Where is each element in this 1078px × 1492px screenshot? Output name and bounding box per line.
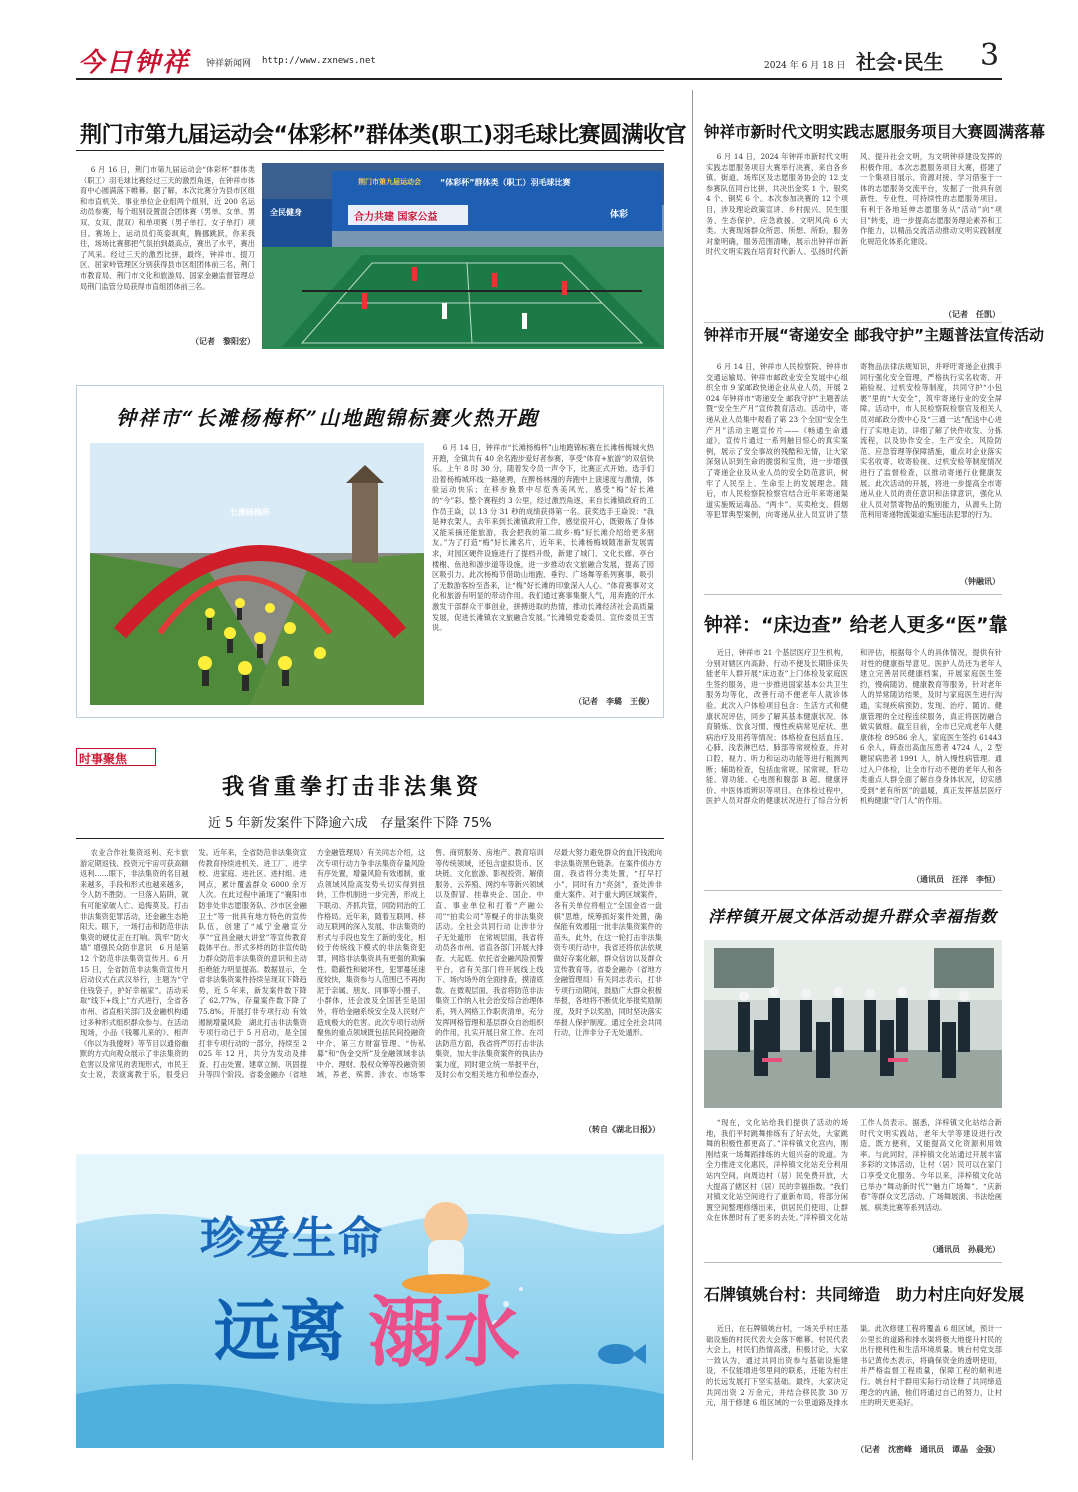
column-divider	[692, 90, 693, 1460]
a5-byline: （通讯员 汪洋 李恒）	[912, 874, 1000, 884]
masthead-logo: 今日钟祥	[78, 48, 191, 78]
banner-left: 全民健身	[270, 207, 302, 217]
dance-illustration	[704, 940, 1002, 1108]
divider	[704, 594, 1002, 595]
masthead-date: 2024 年 6 月 18 日	[764, 61, 846, 71]
divider	[704, 322, 1002, 323]
a8-byline: （记者 沈密峰 通讯员 谭晶 金强）	[856, 1444, 1000, 1454]
badminton-court-illustration	[262, 163, 664, 349]
divider	[704, 890, 1002, 891]
a2-body: 6 月 14 日，2024 年钟祥市新时代文明实践志愿服务项目大赛举行决赛，来自各乡镇、街道、场库区及志愿服务协会的 12 支参赛队伍同台比拼，共决出金奖 1 个、银奖 4 个、铜奖 6 个。本次参加决赛的 12 个项目，涉及理论政策宣讲、乡村振兴、民生服务、生态保护、应急救援、文明风尚 6 大类。大赛现场群众所思、所想、所盼，服务对象明确，服务范围清晰，展示出钟祥市新时代文明实践在培育时代新人、弘扬时代新风、提升社会文明，为文明钟祥建设发挥的积极作用。本次志愿服务项目大赛，搭建了一个集项目展示、资源对接、学习借鉴于一体的志愿服务交流平台，发掘了一批具有创新性、专业性、可持续性的志愿服务项目。有利于各地延伸志愿服务从“活动”向“项目”转变，进一步提高志愿服务理论素养和工作能力，以精品交流活动推动文明实践制度化规范化体系化建设。	[706, 152, 1002, 257]
a3-body: 6 月 14 日，钟祥市人民检察院、钟祥市交通运输局、钟祥市邮政业安全发展中心组织全市 9 家邮政快递企业从业人员，开展 2024 年钟祥市“寄递安全 邮我守护”主题普法暨“安全生产月”宣传教育活动。活动中，寄递从业人员集中观看了第 23 个全国“安全生产月”活动主题宣传片——《畅通生命通道》，宣传片通过一系列触目惊心的真实案例，展示了安全事故的残酷和无情，让大家深刻认识到生命的脆弱和宝贵，进一步增强了寄递企业及从业人员的安全防范意识，树牢了人民至上、生命至上的发展理念。随后，市人民检察院检察官结合近年来寄递渠道实施贩运毒品、“两卡”、买卖枪支、假烟等犯罪典型案例，向寄递从业人员宣讲了禁寄物品法律法规知识，并呼吁寄递企业携手同行强化安全管理，严格执行实名收寄、开箱验视、过机安检等制度，共同守护“小包裹”里的“大安全”，筑牢寄递行业的安全屏障。活动中，市人民检察院检察官及相关人员对邮政分拨中心及“三通一达”配送中心进行了实地走访，详细了解了快件收发、分拣流程，以及协作安全、生产安全、风险防范、应急管理等保障措施，重点对企业落实实名收寄、收寄验视、过机安检等制度情况进行了监督检查，以推动寄递行业健康发展。此次活动的开展，将进一步提高全市寄递从业人员的责任意识和法律意识，强化从业人员对禁寄物品的甄别能力，从源头上防范利用寄递物流渠道实施违法犯罪的行为。	[706, 362, 1002, 520]
banner-motto: 合力共建 国家公益	[354, 212, 438, 223]
divider	[76, 150, 664, 151]
masthead-site: 钟祥新闻网	[206, 59, 252, 69]
race-arch-text: 长滩杨梅杯	[230, 507, 270, 517]
masthead-url: http://www.zxnews.net	[262, 56, 376, 66]
masthead-rule	[76, 78, 1002, 80]
banner-text-mid: “体彩杯”群体类（职工）羽毛球比赛	[440, 178, 571, 187]
race-photo	[90, 443, 424, 705]
a1-title: 荆门市第九届运动会“体彩杯”群体类(职工)羽毛球比赛圆满收官	[80, 123, 687, 148]
divider	[704, 1262, 1002, 1263]
a3-title: 钟祥市开展“寄递安全 邮我守护”主题普法宣传活动	[704, 326, 1044, 344]
kicker-label: 时事聚焦	[79, 752, 128, 766]
drowning-psa	[76, 1154, 664, 1448]
a6-subtitle: 近 5 年新发案件下降逾六成 存量案件下降 75%	[208, 816, 492, 831]
page-number: 3	[980, 38, 1000, 73]
a1-byline: （记者 黎阳宏）	[191, 336, 255, 346]
dance-photo	[704, 940, 1002, 1108]
kicker-box	[76, 748, 156, 766]
divider	[76, 838, 664, 839]
a4-title: 钟祥市“长滩杨梅杯”山地跑锦标赛火热开跑	[116, 406, 540, 430]
psa-line2a: 远离	[214, 1293, 346, 1370]
badminton-photo	[262, 163, 664, 349]
a4-body: 6 月 14 日，钟祥市“长滩杨梅杯”山地跑锦标赛在长滩杨梅城火热开跑，全镇共有 40 余名跑步爱好者参赛，享受“体育+旅游”的双倍快乐。上午 8 时 30 分，随着发令员一声令下，比赛正式开始。选手们沿着杨梅城环线一路驰骋，在醉杨林漫的奔跑中上演速度与激情，体验运动快乐；在移步换景中尽览秀美风光，感受“梅”好长滩的“今”彩。整个赛程约 3 公里，经过激烈角逐，来自长滩镇政府的工作员王焱，以 13 分 31 秒的成绩获得第一名。获奖选手王焱说：“我是神农架人，去年来到长滩镇政府工作，感觉很开心，既锻炼了身体又能采摘还能旅游，我会把我的第二故乡·梅”好长滩介绍给更多朋友。”为了打造“梅”好长滩名片，近年来，长滩杨梅城随准新发展需求，对园区硬件设施进行了提档升级，新建了城门、文化长廊、亭台楼榭、鱼池和游步道等设施，进一步推动农文旅融合发展，提高了园区吸引力。此次杨梅节借助山地跑、垂钓、广场舞等系列赛事，吸引了无数游客纷至沓来，让“梅”好长滩的印象深入人心。“体育赛事对文化和旅游有明显的带动作用。我们通过赛事集聚人气，用奔跑的汗水激发干部群众干事创业，拼搏进取的热情，推动长滩经济社会高质量发展，促进长滩镇农文旅融合发展。”长滩镇党委委员、宣传委员王雪说。	[432, 443, 654, 633]
a6-byline: （转自《湖北日报》）	[584, 1124, 660, 1134]
a8-body: 近日，在石牌镇姚台村，一场关乎村庄基础设施的村民代表大会落下帷幕。村民代表大会上，村民们热情高涨，积极讨论，大家一致认为，通过共同出资参与基础设施建设，不仅能增进邻里间的联系，还能为村庄的长远发展打下坚实基础。最终，大家决定共同出资 2 万余元，并结合移民款 30 万元，用于修建 6 组区域的一公里道路及排水渠。此次修建工程将覆盖 6 组区域，预计一公里长的道路和排水渠将极大地提升村民的出行便利性和生活环境质量。姚台村党支部书记黄传杰表示，将确保资金的透明使用，并严格监督工程质量，保障工程的顺利进行。姚台村干群用实际行动诠释了共同缔造理念的内涵，他们将通过自己的努力，让村庄的明天更美好。	[706, 1324, 1002, 1408]
a8-title: 石牌镇姚台村：共同缔造 助力村庄向好发展	[704, 1285, 1025, 1304]
a7-title: 洋梓镇开展文体活动提升群众幸福指数	[708, 907, 998, 926]
a2-title: 钟祥市新时代文明实践志愿服务项目大赛圆满落幕	[704, 123, 1046, 141]
a7-body: “现在，文化站给我们提供了活动的场地，我们平时跳舞排练有了好去处，大家跳舞的积极性都更高了。”洋梓镇文化宫内，刚刚结束一场舞蹈排练的大姐兴奋的说道。为全力推进文化惠民，洋梓镇文化站充分利用站内空间，向周边村（居）民免费开放，大大提高了辖区村（居）民的幸福指数。“我们对镇文化站空间进行了重新布局，将部分闲置空间整理修缮出来，供居民们使用，让群众在休憩时有了更多的去处。”洋梓镇文化站工作人员表示。据悉，洋梓镇文化站结合新时代文明实践站，老年大学等建设进行改造，既方便利，又能提高文化资源利用效率。与此同时，洋梓镇文化站通过开展丰富多彩的文体活动，让村（居）民可以在家门口享受文化服务。今年以来，洋梓镇文化站已举办“舞动新时代”“魅力广场舞”、“庆新春”等群众文艺活动、广场舞展演、书法绘画展、棋类比赛等系列活动。	[706, 1118, 1002, 1223]
banner-text-top: 荆门市第九届运动会	[358, 178, 421, 186]
race-illustration	[90, 443, 424, 705]
a6-title: 我省重拳打击非法集资	[222, 774, 483, 800]
a2-byline: （记者 任凯）	[944, 309, 1000, 319]
banner-right: 体彩	[610, 210, 629, 220]
a3-byline: （钟融讯）	[960, 576, 1000, 586]
section-name: 社会·民生	[856, 50, 944, 74]
a6-body: 农业合作社集资返利、充卡旅游定期返钱、投资元宇宙可获高额返利……眼下，非法集资的名目越来越多，手段和形式也越来越多，令人防不胜防。一旦落入陷阱，就有可能家破人亡、追悔莫及。打击非法集资犯罪活动，还金融生态艳阳天。眼下，一场打击和防范非法集资的硬仗正在打响。筑牢“防火墙” 增强民众防非意识 6 月是第 12 个防范非法集资宣传月。6 月 15 日，全省防范非法集资宣传月启动仪式在武汉举行，主题为“守住钱袋子，护好幸福家”。活动采取“线下+线上”方式进行，全省各市州、省直相关部门及金融机构通过多种形式组织群众参与。在活动现场，小品《钱哪儿来的》、相声《你以为我傻呀》等节目以通俗幽默的方式向观众展示了非法集资的危害以及常见的表现形式，市民王女士说，表演寓教于乐，很受启发。近年来，全省防范非法集资宣传教育持续进机关、进工厂、进学校、进家庭、进社区、进村组、进网点，累计覆盖群众 6000 余万人次。在此过程中涌现了“襄阳市防非处非志愿服务队、沙市区金融卫士”等一批具有地方特色的宣传队伍，创建了“咸宁金融宣分享”“宜昌金融大讲堂”等宣传教育载体平台。形式多样的防非宣传助力群众防范非法集资的意识和主动拒绝能力明显提高。数据显示，全省非法集资案件持续呈现双下降趋势，近 5 年来，新发案件数下降了 62.77%，存量案件数下降了 75.8%。开展打非专项行动 有效遏制增量风险 湖北打击非法集资专项行动已于 5 月启动，是全国打非专项行动的一部分，持续至 2025 年 12 月，共分为发动及排查、打击处置、建章立制、巩固提升等四个阶段。省委金融办（省地方金融管理局）有关同志介绍，这次专项行动力争非法集资存量风险有序处置，增量风险有效遏制，重点领域风险高发势头切实得到扭转，工作机制进一步完善，形成上下联动、齐抓共管，同防同治的工作格局。近年来，随着互联网、移动互联网的深入发展，非法集资的形式与手段也发生了新的变化，相较于传统线下模式的非法集资犯罪，网络非法集资具有更强的欺骗性、隐蔽性和破坏性，犯罪蔓延速度较快，集资参与人范围已不再拘泥于亲属、朋友、同事等小圈子、小群体，还会波及全国甚至是国外，将给金融系统安全及人民财产造成极大的危害。此次专项行动所聚焦的重点领域既包括民间投融资中介、第三方财富管理、“伪私募”和“伪金交所”及金融领域非法中介、理财、股权众筹等投融资领域，养老、殡葬、涉农、市场零售、商贸服务、房地产、教育培训等传统领域，还包含虚拟货币、区块链、文化旅游、影视投资、解债服务、云养殖、网约车等新兴领域以及假冒、挂靠央企、国企、中直、事业单位和打着“产融公司”“拍卖公司”等幌子的非法集资活动。全社会共同行动 让涉非分子无处遁形 在常规层面，我省将动员各市州、省直各部门开展大排查、大起底。依托省金融风险预警平台，省有关部门将开展线上线下、场内场外的全面排查，摸清底数。在微观层面，我省将防范非法集资工作纳入社会治安综合治理体系，列入网格工作职责清单，充分发挥网格管理和基层群众自治组织的作用，扎实开展日常工作。在司法防范方面，我省将严厉打击非法集资，加大非法集资案件的执法办案力度，同时建立统一举报平台，及时公布交相关地方和单位查办，尽最大努力避免群众的血汗钱流向非法集资黑色链条。在案件侦办方面，我省将分类处置，“打早打小”，同时有力“亮剑”，查处涉非重大案件。对于重大跨区域案件，各有关单位将相立“全国金省一盘棋”思维，统筹抓好案件处置，确保能有效遏阻一批非法集资案件的苗头，此外，在这一轮打击非法集资专项行动中，我省还将依法依规做好存案化解，群众信访以及群众宣传教育等。省委金融办（省地方金融管理局）有关同志表示，打非专项行动期间，鼓励广大群众积极举报，各地将不断优化举报奖励制度，及时予以奖励，同时坚决落实举报人保护制度。通过全社会共同行动，让涉非分子无处遁形。	[80, 848, 662, 1080]
a5-body: 近日，钟祥市 21 个基层医疗卫生机构，分别对辖区内高龄、行动不便及长期卧床失能老年人群开展“床边查”上门体检及家庭医生签约服务，进一步推进国家基本公共卫生服务均等化，改善行动不便老年人就诊体验。此次入户体检项目包含：生活方式和健康状况评估，同步了解其基本健康状况、体育锻炼、饮食习惯、慢性疾病常见症状、患病治疗及用药等情况；体格检查包括血压、心肺、浅表淋巴结、肺部等常规检查，并对口腔、视力、听力和运动功能等进行粗测判断；辅助检查，包括血常规、尿常规、肝功能、肾功能、心电图和腹部 B 超、健康评价、中医体质辨识等项目。在体检过程中，医护人员对群众的健康状况进行了综合分析和评估，根据每个人的具体情况，提供有针对性的健康指导意见。医护人员还为老年人建立完善居民健康档案，开展家庭医生签约，慢病随访、健康教育等服务，针对老年人的异常随访结果，及时与家庭医生进行沟通，实现疾病预防、发现、治疗、随访、健康管理的全过程连续服务，真正将医防融合做实做细。截至目前，全市已完成老年人健康体检 89586 余人，家庭医生签约 614436 余人，筛查出高血压患者 4724 人，2 型糖尿病患者 1991 人，纳入慢性病管理。通过入户体检，让全市行动不便的老年人和各类重点人群全面了解自身身体状况，切实感受到“老有所医”的温暖，真正发挥基层医疗机构健康“守门人”的作用。	[706, 648, 1002, 806]
a5-title: 钟祥：“床边查” 给老人更多“医”靠	[704, 614, 1008, 636]
a1-body: 6 月 16 日，荆门市第九届运动会“体彩杯”群体类（职工）羽毛球比赛经过三天的激烈角逐，在钟祥市体育中心圆满落下帷幕。据了解，本次比赛分为县市区组和市直机关、事业单位企业组两个组别，近 200 名运动员参赛，每个组别设置混合团体赛（男单、女单、男双、女双、混双）和单项赛（男子单打、女子单打）项目。赛场上，运动员们英姿飒爽，腾挪跳跃，你来我往，场场比赛都把气氛拍到最高点，赛出了水平，赛出了风采。经过三天的激烈比拼，最终，钟祥市、掇刀区、屈家岭管理区分别获得县市区组团体前三名，荆门市教育局、荆门市文化和旅游局、国家金融监督管理总局荆门监管分局获得市直组团体前三名。	[80, 165, 255, 291]
psa-line1: 珍爱生命	[200, 1213, 384, 1264]
a4-byline: （记者 李璐 王俊）	[574, 696, 654, 706]
a7-byline: （通讯员 孙晨光）	[928, 1244, 1000, 1254]
psa-line2b: 溺水	[368, 1288, 520, 1377]
